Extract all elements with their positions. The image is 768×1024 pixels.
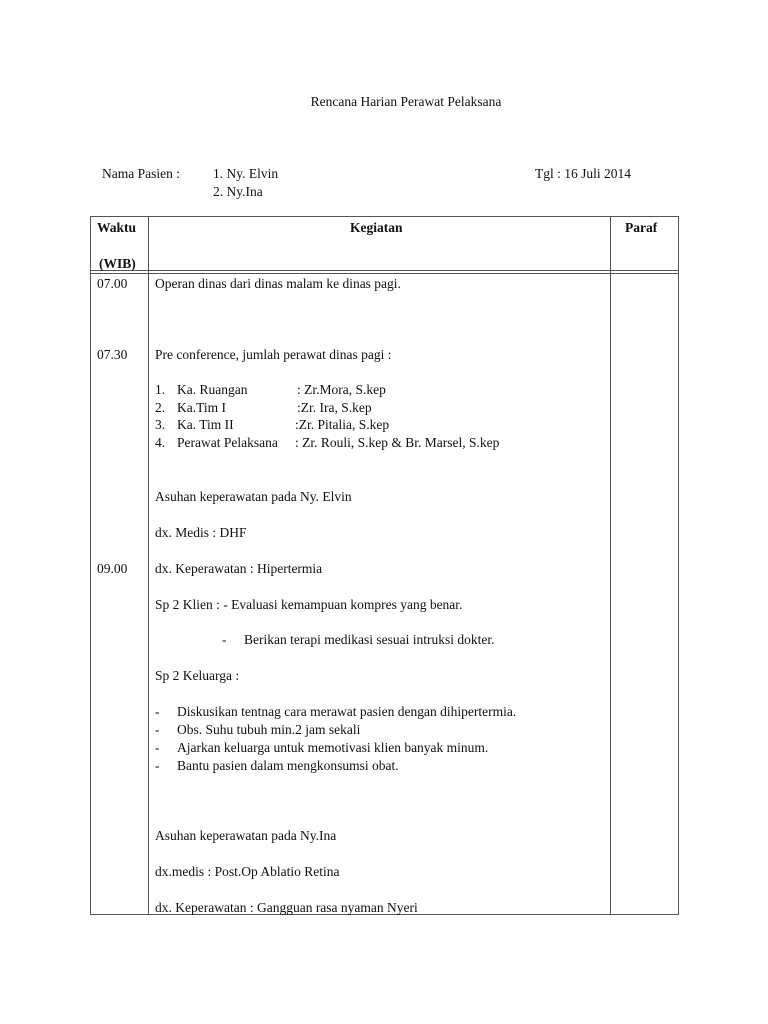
asuhan-elvin: Asuhan keperawatan pada Ny. Elvin [155, 489, 352, 504]
time-0700: 07.00 [97, 276, 128, 291]
dx-keperawatan-ina: dx. Keperawatan : Gangguan rasa nyaman Nyeri [155, 900, 418, 915]
header-waktu: Waktu [97, 220, 137, 235]
patient-label: Nama Pasien : [102, 166, 180, 181]
staff-role: Ka. Ruangan [177, 382, 248, 397]
patient-name-1: 1. Ny. Elvin [213, 166, 279, 181]
staff-name: :Zr. Pitalia, S.kep [295, 417, 390, 432]
staff-num: 4. [155, 435, 166, 450]
activity-pre-conference: Pre conference, jumlah perawat dinas pagi : [155, 347, 392, 362]
list-bullet: - [155, 722, 160, 737]
staff-name: :Zr. Ira, S.kep [297, 400, 372, 415]
table-left-border [90, 216, 91, 915]
table-top-border [90, 216, 679, 217]
list-item: Ajarkan keluarga untuk memotivasi klien banyak minum. [177, 740, 489, 755]
staff-name: : Zr. Rouli, S.kep & Br. Marsel, S.kep [295, 435, 500, 450]
staff-num: 2. [155, 400, 166, 415]
table-right-border [678, 216, 679, 915]
list-bullet: - [155, 704, 160, 719]
table-header-divider-2 [90, 273, 679, 274]
dx-medis-ina: dx.medis : Post.Op Ablatio Retina [155, 864, 340, 879]
staff-num: 1. [155, 382, 166, 397]
list-item: Obs. Suhu tubuh min.2 jam sekali [177, 722, 361, 737]
staff-role: Ka.Tim I [177, 400, 227, 415]
staff-num: 3. [155, 417, 166, 432]
list-bullet: - [155, 758, 160, 773]
staff-role: Perawat Pelaksana [177, 435, 278, 450]
header-kegiatan: Kegiatan [350, 220, 403, 235]
dx-medis-elvin: dx. Medis : DHF [155, 525, 247, 540]
list-item: Diskusikan tentnag cara merawat pasien dengan dihipertermia. [177, 704, 517, 719]
table-col-divider-1 [148, 216, 149, 915]
staff-role: Ka. Tim II [177, 417, 234, 432]
sp2-keluarga: Sp 2 Keluarga : [155, 668, 240, 683]
sp2-klien-item: Berikan terapi medikasi sesuai intruksi dokter. [244, 632, 495, 647]
sp2-klien: Sp 2 Klien : - Evaluasi kemampuan kompres yang benar. [155, 597, 463, 612]
dx-keperawatan-elvin: dx. Keperawatan : Hipertermia [155, 561, 323, 576]
sp2-klien-dash: - [222, 632, 227, 647]
staff-name: : Zr.Mora, S.kep [297, 382, 386, 397]
activity-operan: Operan dinas dari dinas malam ke dinas pagi. [155, 276, 401, 291]
document-title: Rencana Harian Perawat Pelaksana [310, 94, 502, 109]
table-col-divider-2 [610, 216, 611, 915]
table-header-divider [90, 270, 679, 271]
time-0730: 07.30 [97, 347, 128, 362]
list-item: Bantu pasien dalam mengkonsumsi obat. [177, 758, 399, 773]
patient-name-2: 2. Ny.Ina [213, 184, 263, 199]
list-bullet: - [155, 740, 160, 755]
document-date: Tgl : 16 Juli 2014 [535, 166, 632, 181]
header-paraf: Paraf [625, 220, 658, 235]
asuhan-ina: Asuhan keperawatan pada Ny.Ina [155, 828, 337, 843]
time-0900: 09.00 [97, 561, 128, 576]
header-wib: (WIB) [99, 256, 136, 271]
